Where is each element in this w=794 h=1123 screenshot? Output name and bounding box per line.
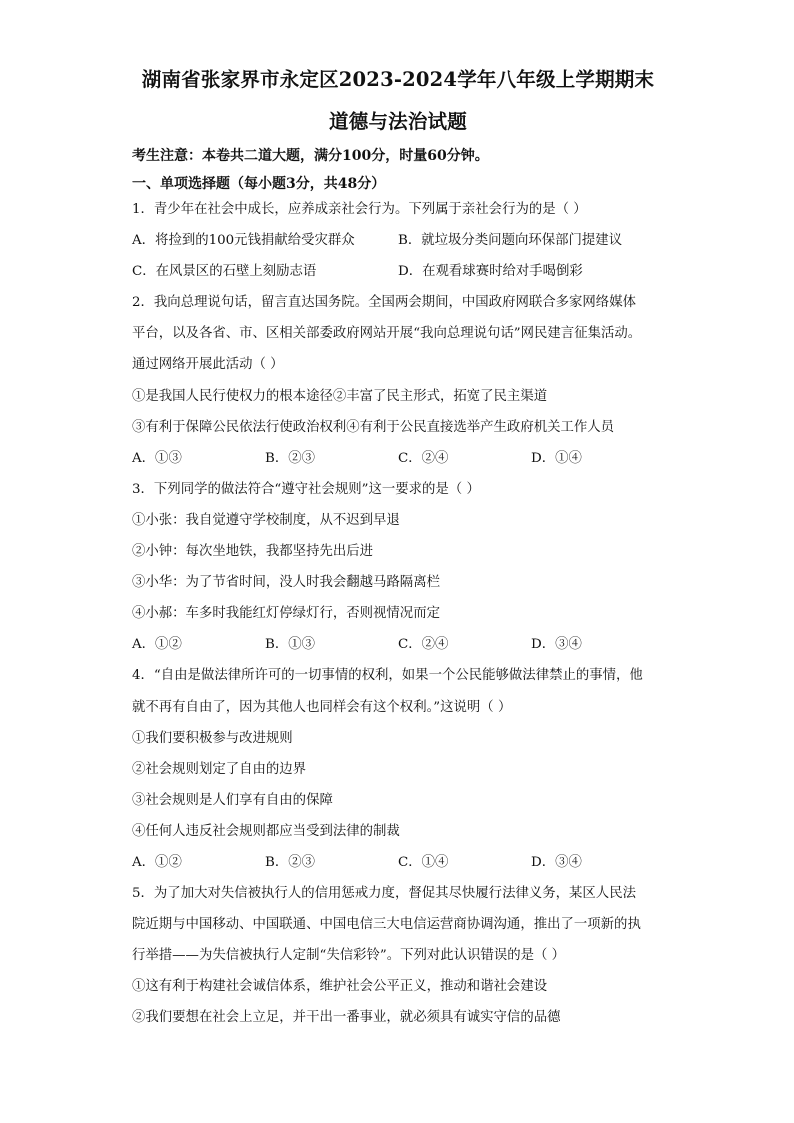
option-b: B．②③ (265, 854, 316, 870)
question-4-statement-1: ①我们要积极参与改进规则 (132, 730, 293, 746)
question-2-options (132, 449, 664, 480)
option-c: C．②④ (398, 637, 449, 653)
exam-note: 考生注意：本卷共二道大题，满分100分，时量60分钟。 (132, 148, 489, 164)
question-3-statement-4: ④小郝：车多时我能红灯停绿灯行，否则视情况而定 (132, 606, 440, 622)
option-a: A．①② (132, 854, 182, 870)
question-3-statement-3: ③小华：为了节省时间，没人时我会翻越马路隔离栏 (132, 575, 440, 591)
option-b: B．②③ (265, 450, 316, 466)
question-5-statement-2: ②我们要想在社会上立足，并干出一番事业，就必须具有诚实守信的品德 (132, 1010, 561, 1026)
option-d: D．③④ (531, 854, 582, 870)
question-3-options (132, 635, 664, 666)
question-2-statements-12: ①是我国人民行使权力的根本途径②丰富了民主形式，拓宽了民主渠道 (132, 388, 548, 404)
question-2-stem-line1: 2．我向总理说句话，留言直达国务院。全国两会期间，中国政府网联合多家网络媒体 (132, 295, 636, 311)
question-4-statement-2: ②社会规则划定了自由的边界 (132, 761, 307, 777)
question-2-stem-line3: 通过网络开展此活动（ ） (132, 357, 284, 373)
option-c: C．①④ (398, 854, 449, 870)
section-heading: 一、单项选择题（每小题3分，共48分） (132, 176, 386, 192)
question-1-options-ab (132, 231, 664, 262)
option-d: D．在观看球赛时给对手喝倒彩 (398, 264, 583, 280)
question-4-statement-3: ③社会规则是人们享有自由的保障 (132, 792, 333, 808)
exam-title: 湖南省张家界市永定区2023-2024学年八年级上学期期末 (141, 68, 655, 91)
question-5-stem-line1: 5．为了加大对失信被执行人的信用惩戒力度，督促其尽快履行法律义务，某区人民法 (132, 886, 636, 902)
option-d: D．①④ (531, 450, 582, 466)
question-2-statements-34: ③有利于保障公民依法行使政治权利④有利于公民直接选举产生政府机关工作人员 (132, 419, 615, 435)
option-a: A．①② (132, 637, 182, 653)
question-5-stem-line2: 院近期与中国移动、中国联通、中国电信三大电信运营商协调沟通，推出了一项新的执 (132, 917, 641, 933)
question-5-statement-1: ①这有利于构建社会诚信体系，维护社会公平正义，推动和谐社会建设 (132, 979, 548, 995)
question-2-stem-line2: 平台，以及各省、市、区相关部委政府网站开展“我向总理说句话”网民建言征集活动。 (132, 326, 642, 342)
option-b: B．①③ (265, 637, 316, 653)
question-3-stem: 3．下列同学的做法符合“遵守社会规则”这一要求的是（ ） (132, 481, 480, 497)
question-3-statement-1: ①小张：我自觉遵守学校制度，从不迟到早退 (132, 512, 400, 528)
question-4-stem-line1: 4．“自由是做法律所许可的一切事情的权利，如果一个公民能够做法律禁止的事情，他 (132, 668, 643, 684)
option-c: C．②④ (398, 450, 449, 466)
question-3-statement-2: ②小钟：每次坐地铁，我都坚持先出后进 (132, 544, 374, 560)
question-4-options (132, 853, 664, 884)
option-b: B．就垃圾分类问题向环保部门提建议 (398, 233, 623, 249)
question-4-stem-line2: 就不再有自由了，因为其他人也同样会有这个权利。”这说明（ ） (132, 699, 512, 715)
question-1-options-cd (132, 262, 664, 293)
question-1-stem: 1．青少年在社会中成长，应养成亲社会行为。下列属于亲社会行为的是（ ） (132, 202, 587, 217)
option-a: A．①③ (132, 450, 182, 466)
option-c: C．在风景区的石壁上刻励志语 (132, 264, 317, 280)
question-5-stem-line3: 行举措——为失信被执行人定制“失信彩铃”。下列对此认识错误的是（ ） (132, 948, 566, 964)
question-4-statement-4: ④任何人违反社会规则都应当受到法律的制裁 (132, 823, 400, 839)
option-d: D．③④ (531, 637, 582, 653)
exam-subtitle: 道德与法治试题 (329, 110, 467, 133)
option-a: A．将捡到的100元钱捐献给受灾群众 (132, 233, 355, 249)
